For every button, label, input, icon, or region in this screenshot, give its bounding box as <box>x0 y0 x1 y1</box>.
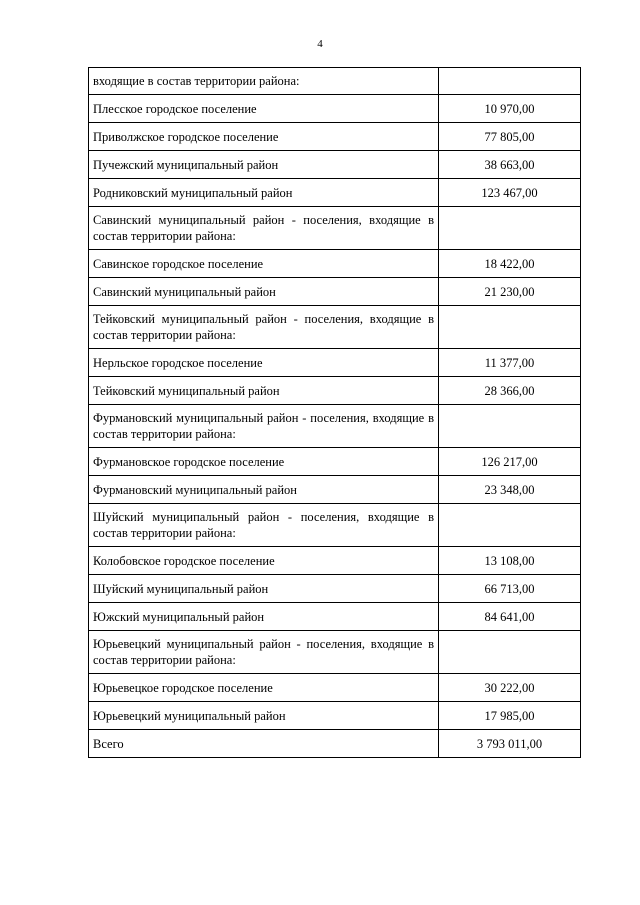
row-value <box>439 405 581 448</box>
row-value: 126 217,00 <box>439 448 581 476</box>
row-name: Тейковский муниципальный район - поселения, входящие в состав территории района: <box>89 306 439 349</box>
total-value: 3 793 011,00 <box>439 730 581 758</box>
table-row <box>89 504 581 547</box>
row-value: 84 641,00 <box>439 603 581 631</box>
row-name: Юрьевецкий муниципальный район - поселения, входящие в состав территории района: <box>89 631 439 674</box>
table-row <box>89 603 581 631</box>
table-row <box>89 349 581 377</box>
row-name: Савинский муниципальный район - поселения, входящие в состав территории района: <box>89 207 439 250</box>
table-row <box>89 377 581 405</box>
row-name: Савинское городское поселение <box>89 250 439 278</box>
row-value <box>439 504 581 547</box>
row-name: Тейковский муниципальный район <box>89 377 439 405</box>
table-row <box>89 95 581 123</box>
row-name: Родниковский муниципальный район <box>89 179 439 207</box>
row-name: входящие в состав территории района: <box>89 68 439 95</box>
row-value: 123 467,00 <box>439 179 581 207</box>
row-name: Савинский муниципальный район <box>89 278 439 306</box>
row-name: Плесское городское поселение <box>89 95 439 123</box>
table-row <box>89 547 581 575</box>
table-row <box>89 575 581 603</box>
table-row <box>89 250 581 278</box>
total-label: Всего <box>89 730 439 758</box>
row-value: 66 713,00 <box>439 575 581 603</box>
row-name: Колобовское городское поселение <box>89 547 439 575</box>
table-row <box>89 674 581 702</box>
row-name: Фурмановское городское поселение <box>89 448 439 476</box>
row-name: Нерльское городское поселение <box>89 349 439 377</box>
table-row <box>89 448 581 476</box>
row-value: 13 108,00 <box>439 547 581 575</box>
table-row <box>89 702 581 730</box>
row-name: Приволжское городское поселение <box>89 123 439 151</box>
row-value <box>439 68 581 95</box>
table-row <box>89 68 581 95</box>
row-value <box>439 631 581 674</box>
row-name: Фурмановский муниципальный район - поселения, входящие в состав территории района: <box>89 405 439 448</box>
table-row-total <box>89 730 581 758</box>
table-row <box>89 179 581 207</box>
table-row <box>89 306 581 349</box>
row-value: 38 663,00 <box>439 151 581 179</box>
table-row <box>89 476 581 504</box>
row-value: 77 805,00 <box>439 123 581 151</box>
row-name: Шуйский муниципальный район <box>89 575 439 603</box>
row-value <box>439 306 581 349</box>
table-row <box>89 151 581 179</box>
row-value: 17 985,00 <box>439 702 581 730</box>
row-value: 28 366,00 <box>439 377 581 405</box>
row-name: Пучежский муниципальный район <box>89 151 439 179</box>
row-value: 21 230,00 <box>439 278 581 306</box>
table-row <box>89 631 581 674</box>
table-row <box>89 123 581 151</box>
row-name: Шуйский муниципальный район - поселения, входящие в состав территории района: <box>89 504 439 547</box>
row-value: 30 222,00 <box>439 674 581 702</box>
page-number: 4 <box>317 38 323 50</box>
row-value: 18 422,00 <box>439 250 581 278</box>
row-value: 10 970,00 <box>439 95 581 123</box>
row-name: Юрьевецкое городское поселение <box>89 674 439 702</box>
row-value <box>439 207 581 250</box>
table-row <box>89 405 581 448</box>
row-value: 11 377,00 <box>439 349 581 377</box>
row-name: Фурмановский муниципальный район <box>89 476 439 504</box>
row-name: Юрьевецкий муниципальный район <box>89 702 439 730</box>
table-row <box>89 278 581 306</box>
table-row <box>89 207 581 250</box>
budget-table <box>88 67 581 758</box>
row-value: 23 348,00 <box>439 476 581 504</box>
row-name: Южский муниципальный район <box>89 603 439 631</box>
